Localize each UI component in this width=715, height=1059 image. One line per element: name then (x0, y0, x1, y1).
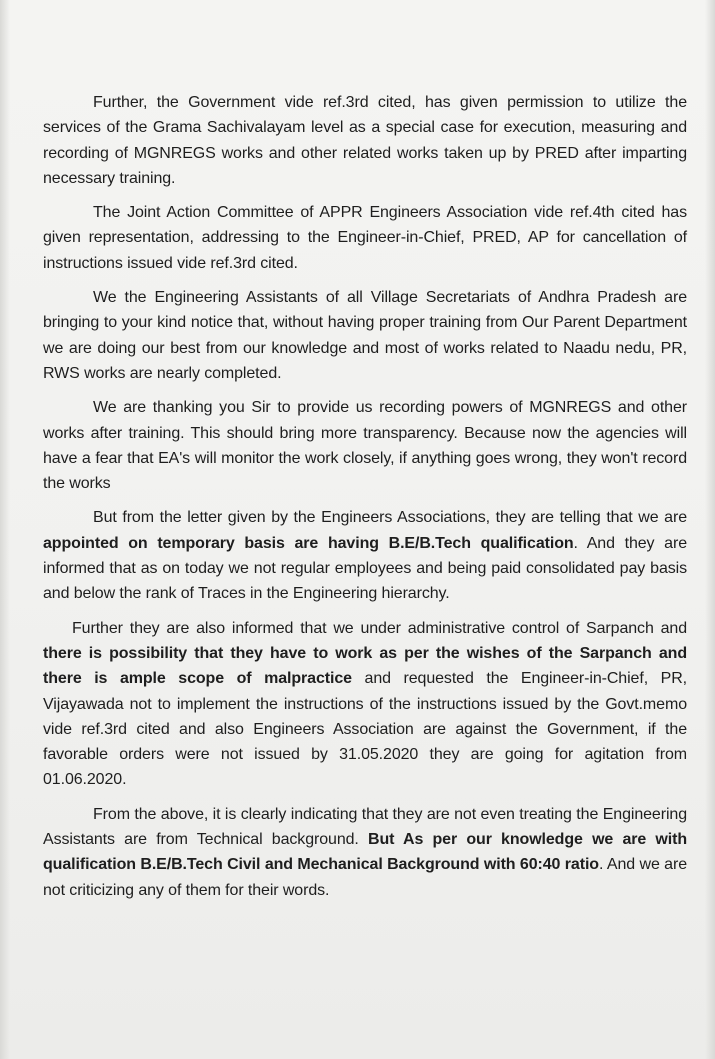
paragraph-text: and requested the Engineer-in-Chief, PR, Vijayawada not to implement the instructions of the instructions issued by the Govt.memo vide ref.3rd cited and also Engineers Association are against the Government, if the favorable orders were not issued by 31.05.2020 they are going for agitation from 01.06.2020. (43, 670, 687, 789)
paragraph-text: . And we are not criticizing any of them for their words. (43, 856, 688, 899)
paragraph-government-permission (43, 90, 687, 191)
paragraph-engineering-assistants-notice (43, 285, 687, 386)
paragraph-bold-text: there is possibility that they have to work as per the wishes of the Sarpanch and there is ample scope of malpractice (43, 644, 687, 688)
paragraph-bold-text: appointed on temporary basis are having B.E/B.Tech qualification (43, 534, 574, 552)
paragraph-text: . And they are informed that as on today we not regular employees and being paid consolidated pay basis and below the rank of Traces in the Engineering hierarchy. (43, 534, 687, 603)
paragraph-text: But from the letter given by the Engineers Associations, they are telling that we are (93, 509, 687, 527)
paragraph-thanking-recording-powers (43, 395, 687, 496)
letter-body (43, 90, 687, 912)
paragraph-text: We are thanking you Sir to provide us recording powers of MGNREGS and other works after training. This should bring more transparency. Because now the agencies will have a fear that EA's will monitor the work closely, if anything goes wrong, they won't record the works (43, 399, 687, 493)
paragraph-text: Further, the Government vide ref.3rd cited, has given permission to utilize the services of the Grama Sachivalayam level as a special case for execution, measuring and recording of MGNREGS works and other related works taken up by PRED after imparting necessary training. (43, 94, 687, 187)
paragraph-joint-action-committee (43, 200, 687, 276)
paragraph-bold-text: But As per our knowledge we are with qualification B.E/B.Tech Civil and Mechanical Background with 60:40 ratio (43, 831, 688, 874)
paragraph-engineers-association-letter (43, 505, 687, 606)
paragraph-text: Further they are also informed that we under administrative control of Sarpanch and (72, 619, 687, 637)
paragraph-administrative-control (43, 616, 687, 793)
paragraph-technical-background (43, 802, 687, 903)
paragraph-text: From the above, it is clearly indicating that they are not even treating the Engineering Assistants are from Technical background. (43, 805, 687, 849)
paragraph-text: The Joint Action Committee of APPR Engineers Association vide ref.4th cited has given representation, addressing to the Engineer-in-Chief, PRED, AP for cancellation of instructions issued vide ref.3rd cited. (43, 204, 687, 272)
paragraph-text: We the Engineering Assistants of all Village Secretariats of Andhra Pradesh are bringing to your kind notice that, without having proper training from Our Parent Department we are doing our best from our knowledge and most of works related to Naadu nedu, PR, RWS works are nearly completed. (43, 289, 687, 382)
